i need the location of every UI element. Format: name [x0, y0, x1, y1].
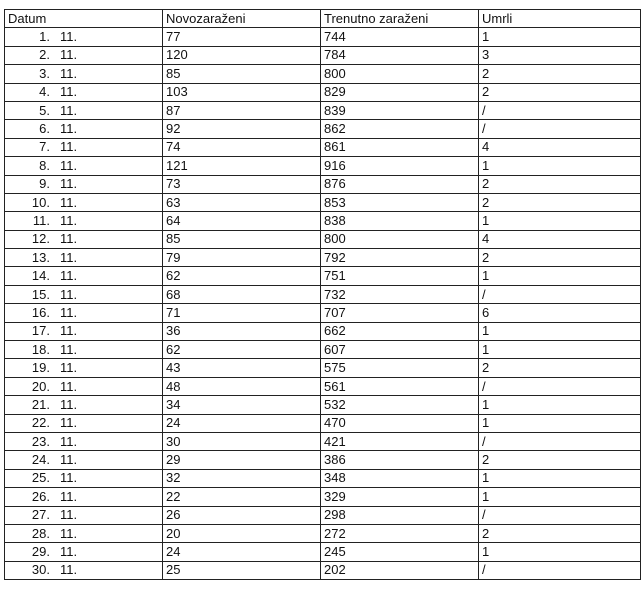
trenutno-zarazeni-cell: 348	[321, 469, 479, 487]
umrli-cell: 1	[479, 212, 641, 230]
date-cell	[5, 469, 163, 487]
trenutno-zarazeni-cell: 792	[321, 249, 479, 267]
novozarazeni-cell: 62	[163, 267, 321, 285]
trenutno-zarazeni-cell: 853	[321, 193, 479, 211]
table-row	[5, 65, 641, 83]
novozarazeni-cell: 30	[163, 432, 321, 450]
date-day: 2.	[39, 47, 50, 63]
date-month: 11.	[60, 84, 78, 100]
date-month: 11.	[60, 249, 78, 265]
date-day: 22.	[31, 415, 50, 431]
date-month: 11.	[60, 176, 78, 192]
header-trenutno-zarazeni: Trenutno zaraženi	[321, 10, 479, 28]
date-cell	[5, 377, 163, 395]
trenutno-zarazeni-cell: 744	[321, 28, 479, 46]
table-row	[5, 46, 641, 64]
date-cell	[5, 322, 163, 340]
trenutno-zarazeni-cell: 202	[321, 561, 479, 579]
table-row	[5, 249, 641, 267]
table-row	[5, 193, 641, 211]
date-month: 11.	[60, 396, 78, 412]
date-month: 11.	[60, 268, 78, 284]
date-day: 30.	[31, 562, 50, 578]
umrli-cell: 2	[479, 524, 641, 542]
trenutno-zarazeni-cell: 732	[321, 285, 479, 303]
date-month: 11.	[60, 157, 78, 173]
date-day: 18.	[31, 341, 50, 357]
trenutno-zarazeni-cell: 329	[321, 488, 479, 506]
date-cell	[5, 193, 163, 211]
date-day: 13.	[31, 249, 50, 265]
trenutno-zarazeni-cell: 298	[321, 506, 479, 524]
novozarazeni-cell: 120	[163, 46, 321, 64]
date-cell	[5, 524, 163, 542]
umrli-cell: 6	[479, 304, 641, 322]
header-datum: Datum	[5, 10, 163, 28]
novozarazeni-cell: 71	[163, 304, 321, 322]
novozarazeni-cell: 24	[163, 414, 321, 432]
trenutno-zarazeni-cell: 751	[321, 267, 479, 285]
table-row	[5, 138, 641, 156]
trenutno-zarazeni-cell: 561	[321, 377, 479, 395]
table-row	[5, 322, 641, 340]
table-row	[5, 267, 641, 285]
umrli-cell: 2	[479, 83, 641, 101]
trenutno-zarazeni-cell: 575	[321, 359, 479, 377]
table-body	[5, 28, 641, 580]
date-day: 21.	[31, 396, 50, 412]
date-month: 11.	[60, 562, 78, 578]
date-day: 23.	[31, 433, 50, 449]
trenutno-zarazeni-cell: 272	[321, 524, 479, 542]
date-day: 24.	[31, 452, 50, 468]
date-cell	[5, 120, 163, 138]
umrli-cell: 2	[479, 193, 641, 211]
date-day: 15.	[31, 286, 50, 302]
novozarazeni-cell: 32	[163, 469, 321, 487]
trenutno-zarazeni-cell: 245	[321, 543, 479, 561]
novozarazeni-cell: 85	[163, 65, 321, 83]
date-cell	[5, 230, 163, 248]
trenutno-zarazeni-cell: 829	[321, 83, 479, 101]
trenutno-zarazeni-cell: 862	[321, 120, 479, 138]
header-row	[5, 10, 641, 28]
novozarazeni-cell: 22	[163, 488, 321, 506]
header-umrli: Umrli	[479, 10, 641, 28]
novozarazeni-cell: 77	[163, 28, 321, 46]
date-cell	[5, 267, 163, 285]
trenutno-zarazeni-cell: 421	[321, 432, 479, 450]
date-month: 11.	[60, 323, 78, 339]
date-day: 4.	[39, 84, 50, 100]
trenutno-zarazeni-cell: 470	[321, 414, 479, 432]
umrli-cell: 2	[479, 175, 641, 193]
umrli-cell: /	[479, 377, 641, 395]
umrli-cell: 2	[479, 451, 641, 469]
trenutno-zarazeni-cell: 386	[321, 451, 479, 469]
novozarazeni-cell: 74	[163, 138, 321, 156]
date-cell	[5, 83, 163, 101]
date-month: 11.	[60, 341, 78, 357]
date-month: 11.	[60, 102, 78, 118]
date-month: 11.	[60, 488, 78, 504]
table-row	[5, 28, 641, 46]
trenutno-zarazeni-cell: 784	[321, 46, 479, 64]
umrli-cell: 1	[479, 322, 641, 340]
novozarazeni-cell: 36	[163, 322, 321, 340]
date-cell	[5, 396, 163, 414]
date-cell	[5, 432, 163, 450]
date-day: 5.	[39, 102, 50, 118]
umrli-cell: 2	[479, 65, 641, 83]
date-month: 11.	[60, 231, 78, 247]
novozarazeni-cell: 29	[163, 451, 321, 469]
table-row	[5, 175, 641, 193]
umrli-cell: 2	[479, 359, 641, 377]
umrli-cell: 2	[479, 249, 641, 267]
date-month: 11.	[60, 525, 78, 541]
date-day: 10.	[31, 194, 50, 210]
umrli-cell: 4	[479, 230, 641, 248]
date-month: 11.	[60, 507, 78, 523]
umrli-cell: 1	[479, 469, 641, 487]
table-row	[5, 451, 641, 469]
date-cell	[5, 506, 163, 524]
trenutno-zarazeni-cell: 839	[321, 101, 479, 119]
table-row	[5, 359, 641, 377]
date-day: 12.	[31, 231, 50, 247]
table-row	[5, 120, 641, 138]
umrli-cell: 1	[479, 396, 641, 414]
novozarazeni-cell: 87	[163, 101, 321, 119]
umrli-cell: 1	[479, 157, 641, 175]
novozarazeni-cell: 24	[163, 543, 321, 561]
novozarazeni-cell: 85	[163, 230, 321, 248]
date-month: 11.	[60, 415, 78, 431]
umrli-cell: /	[479, 285, 641, 303]
umrli-cell: /	[479, 432, 641, 450]
trenutno-zarazeni-cell: 861	[321, 138, 479, 156]
date-cell	[5, 138, 163, 156]
date-month: 11.	[60, 139, 78, 155]
date-month: 11.	[60, 360, 78, 376]
novozarazeni-cell: 121	[163, 157, 321, 175]
novozarazeni-cell: 68	[163, 285, 321, 303]
date-day: 8.	[39, 157, 50, 173]
umrli-cell: 1	[479, 28, 641, 46]
novozarazeni-cell: 64	[163, 212, 321, 230]
umrli-cell: 4	[479, 138, 641, 156]
date-day: 20.	[31, 378, 50, 394]
trenutno-zarazeni-cell: 662	[321, 322, 479, 340]
date-day: 9.	[39, 176, 50, 192]
date-cell	[5, 304, 163, 322]
table-row	[5, 396, 641, 414]
date-cell	[5, 414, 163, 432]
date-day: 7.	[39, 139, 50, 155]
date-day: 28.	[31, 525, 50, 541]
novozarazeni-cell: 79	[163, 249, 321, 267]
table-row	[5, 469, 641, 487]
table-row	[5, 524, 641, 542]
date-cell	[5, 28, 163, 46]
date-month: 11.	[60, 286, 78, 302]
trenutno-zarazeni-cell: 607	[321, 341, 479, 359]
date-cell	[5, 46, 163, 64]
date-month: 11.	[60, 29, 78, 45]
umrli-cell: /	[479, 561, 641, 579]
date-month: 11.	[60, 194, 78, 210]
date-day: 16.	[31, 304, 50, 320]
date-day: 17.	[31, 323, 50, 339]
table-row	[5, 506, 641, 524]
umrli-cell: /	[479, 120, 641, 138]
novozarazeni-cell: 48	[163, 377, 321, 395]
header-novozarazeni: Novozaraženi	[163, 10, 321, 28]
umrli-cell: 1	[479, 414, 641, 432]
novozarazeni-cell: 92	[163, 120, 321, 138]
umrli-cell: 1	[479, 341, 641, 359]
date-day: 1.	[39, 29, 50, 45]
date-cell	[5, 341, 163, 359]
table-row	[5, 561, 641, 579]
table-row	[5, 230, 641, 248]
date-day: 27.	[31, 507, 50, 523]
table-row	[5, 157, 641, 175]
trenutno-zarazeni-cell: 532	[321, 396, 479, 414]
date-day: 26.	[31, 488, 50, 504]
umrli-cell: 1	[479, 267, 641, 285]
date-cell	[5, 285, 163, 303]
table-row	[5, 341, 641, 359]
date-day: 25.	[31, 470, 50, 486]
trenutno-zarazeni-cell: 707	[321, 304, 479, 322]
table-row	[5, 101, 641, 119]
date-day: 11.	[32, 212, 50, 228]
table-row	[5, 212, 641, 230]
novozarazeni-cell: 43	[163, 359, 321, 377]
date-cell	[5, 212, 163, 230]
umrli-cell: 1	[479, 488, 641, 506]
date-month: 11.	[60, 304, 78, 320]
date-day: 14.	[31, 268, 50, 284]
date-month: 11.	[60, 212, 78, 228]
table-row	[5, 83, 641, 101]
umrli-cell: /	[479, 101, 641, 119]
table-row	[5, 543, 641, 561]
date-month: 11.	[60, 47, 78, 63]
novozarazeni-cell: 62	[163, 341, 321, 359]
novozarazeni-cell: 103	[163, 83, 321, 101]
table-row	[5, 304, 641, 322]
date-cell	[5, 249, 163, 267]
date-day: 29.	[31, 544, 50, 560]
umrli-cell: 3	[479, 46, 641, 64]
date-month: 11.	[60, 470, 78, 486]
date-cell	[5, 175, 163, 193]
date-cell	[5, 65, 163, 83]
trenutno-zarazeni-cell: 800	[321, 65, 479, 83]
umrli-cell: /	[479, 506, 641, 524]
date-cell	[5, 451, 163, 469]
date-month: 11.	[60, 433, 78, 449]
novozarazeni-cell: 73	[163, 175, 321, 193]
date-cell	[5, 359, 163, 377]
novozarazeni-cell: 26	[163, 506, 321, 524]
date-month: 11.	[60, 378, 78, 394]
date-day: 6.	[39, 121, 50, 137]
novozarazeni-cell: 63	[163, 193, 321, 211]
date-month: 11.	[60, 544, 78, 560]
date-cell	[5, 157, 163, 175]
date-cell	[5, 561, 163, 579]
novozarazeni-cell: 25	[163, 561, 321, 579]
umrli-cell: 1	[479, 543, 641, 561]
date-cell	[5, 488, 163, 506]
table-row	[5, 488, 641, 506]
table-row	[5, 432, 641, 450]
table-row	[5, 377, 641, 395]
date-cell	[5, 101, 163, 119]
trenutno-zarazeni-cell: 876	[321, 175, 479, 193]
novozarazeni-cell: 20	[163, 524, 321, 542]
date-day: 3.	[39, 65, 50, 81]
trenutno-zarazeni-cell: 838	[321, 212, 479, 230]
date-cell	[5, 543, 163, 561]
date-month: 11.	[60, 65, 78, 81]
trenutno-zarazeni-cell: 916	[321, 157, 479, 175]
table-row	[5, 285, 641, 303]
date-month: 11.	[60, 452, 78, 468]
novozarazeni-cell: 34	[163, 396, 321, 414]
table-row	[5, 414, 641, 432]
date-day: 19.	[31, 360, 50, 376]
date-month: 11.	[60, 121, 78, 137]
trenutno-zarazeni-cell: 800	[321, 230, 479, 248]
covid-stats-table	[4, 9, 641, 580]
